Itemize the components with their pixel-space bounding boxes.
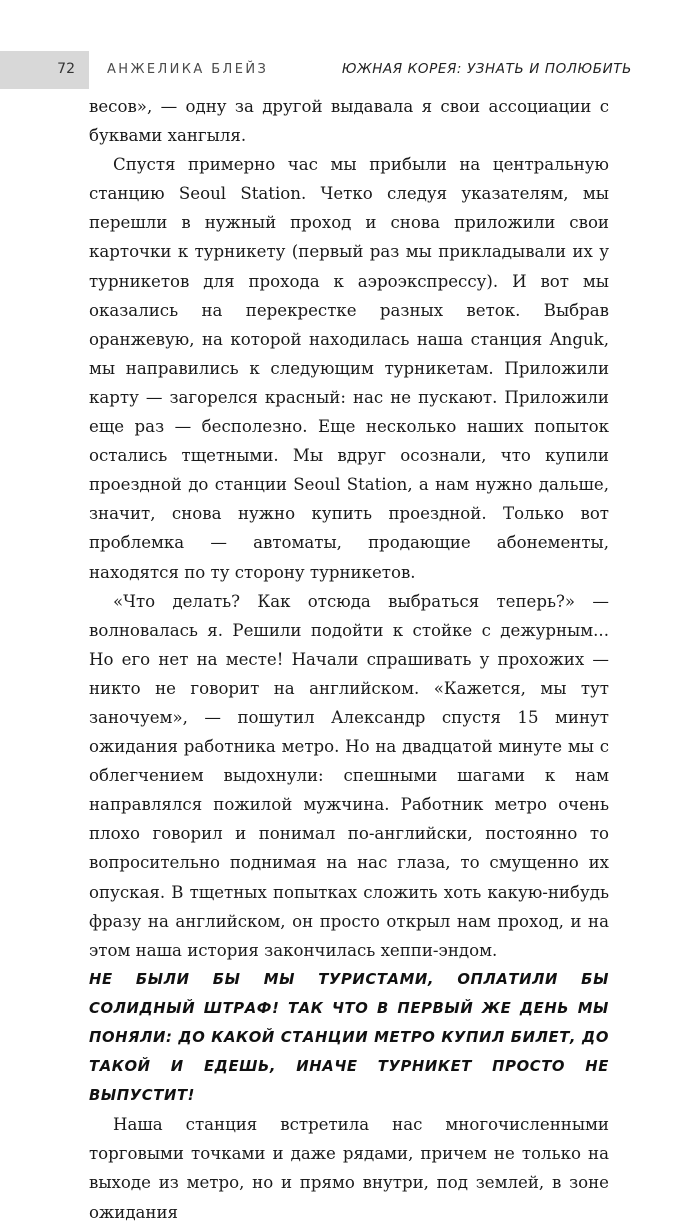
page-number: 72 [57, 61, 75, 77]
page-body [89, 92, 609, 1227]
paragraph-continued: весов», — одну за другой выдавала я свои ассоциации с буквами хангыля. [89, 97, 609, 146]
paragraph-our-station: Наша станция встретила нас многочисленными торговыми точками и даже рядами, причем не только на выходе из метро, но и прямо внутри, под землей, в зоне ожидания [89, 1115, 609, 1222]
running-header [0, 51, 689, 89]
author-name: АНЖЕЛИКА БЛЕЙЗ [107, 62, 269, 77]
handwritten-note: НЕ БЫЛИ БЫ МЫ ТУРИСТАМИ, ОПЛАТИЛИ БЫ СОЛИДНЫЙ ШТРАФ! ТАК ЧТО В ПЕРВЫЙ ЖЕ ДЕНЬ МЫ ПОНЯЛИ: ДО КАКОЙ СТАНЦИИ МЕТРО КУПИЛ БИЛЕТ, ДО ТАКОЙ И ЕДЕШЬ, ИНАЧЕ ТУРНИКЕТ ПРОСТО НЕ ВЫПУСТИТ! [89, 970, 609, 1105]
book-title: ЮЖНАЯ КОРЕЯ: УЗНАТЬ И ПОЛЮБИТЬ [341, 61, 632, 77]
paragraph-what-to-do: «Что делать? Как отсюда выбраться теперь?» — волновалась я. Решили подойти к стойке с дежурным... Но его нет на месте! Начали спрашивать у прохожих — никто не говорит на английском. «Кажется, мы тут заночуем», — пошутил Александр спустя 15 минут ожидания работника метро. Но на двадцатой минуте мы с облегчением выдохнули: спешными шагами к нам направлялся пожилой мужчина. Работник метро очень плохо говорил и понимал по-английски, постоянно то вопросительно поднимая на нас глаза, то смущенно их опуская. В тщетных попытках сложить хоть какую-нибудь фразу на английском, он просто открыл нам проход, и на этом наша история закончилась хеппи-эндом. [89, 591, 609, 960]
paragraph-seoul-station: Спустя примерно час мы прибыли на центральную станцию Seoul Station. Четко следуя указателям, мы перешли в нужный проход и снова приложили свои карточки к турникету (первый раз мы прикладывали их у турникетов для прохода к аэроэкспрессу). И вот мы оказались на перекрестке разных веток. Выбрав оранжевую, на которой находилась наша станция Anguk, мы направились к следующим турникетам. Приложили карту — загорелся красный: нас не пускают. Приложили еще раз — бесполезно. Еще несколько наших попыток остались тщетными. Мы вдруг осознали, что купили проездной до станции Seoul Station, а нам нужно дальше, значит, снова нужно купить проездной. Только вот проблемка — автоматы, продающие абонементы, находятся по ту сторону турникетов. [89, 155, 609, 582]
page-number-tab [0, 51, 89, 89]
